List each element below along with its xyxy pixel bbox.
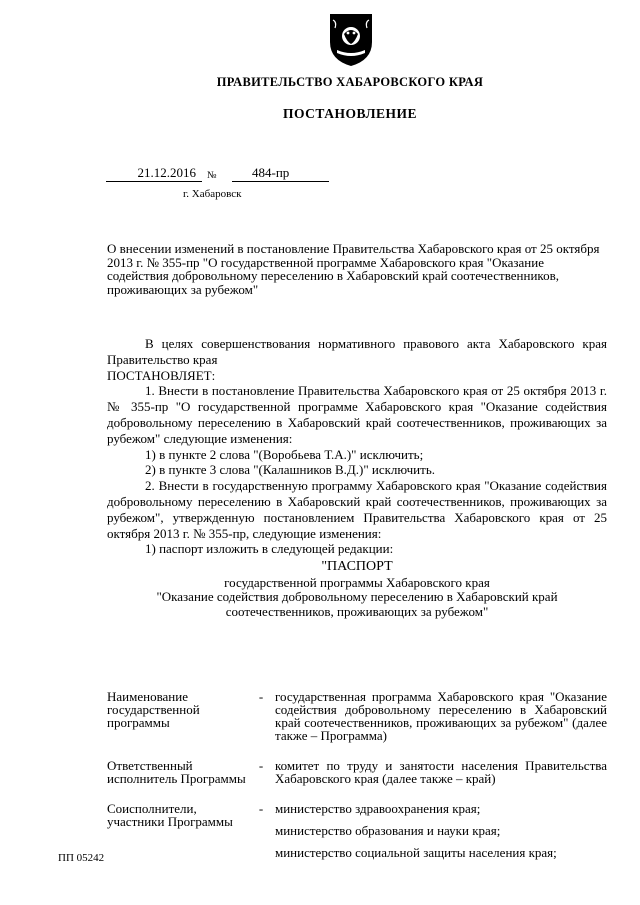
passport-row-name: Наименование государственной программы xyxy=(107,689,200,730)
document-date: 21.12.2016 xyxy=(106,165,202,182)
resolution-word: ПОСТАНОВЛЯЕТ: xyxy=(107,367,216,383)
passport-row-name: Ответственный исполнитель Программы xyxy=(107,758,246,786)
passport-row-dash: - xyxy=(258,801,264,816)
passport-row-dash: - xyxy=(258,758,264,773)
body-paragraph: 1) в пункте 2 слова "(Воробьева Т.А.)" исключить; xyxy=(145,446,424,462)
passport-subtitle: соотечественников, проживающих за рубежом" xyxy=(225,603,489,619)
passport-value-line: министерство социальной защиты населения края; xyxy=(275,845,557,860)
number-sign: № xyxy=(207,170,217,181)
body-paragraph: 2. Внести в государственную программу Хабаровского края "Оказание содействия добровольному переселению в Хабаровский край соотечественников, проживающих за рубежом", утвержденную постановлением Правительства Хабаровского края от 25 октября 2013 г. № 355-пр, следующие изменения: xyxy=(107,478,607,541)
body-paragraph: 1) паспорт изложить в следующей редакции: xyxy=(145,541,394,557)
passport-value-line: министерство здравоохранения края; xyxy=(275,801,481,816)
document-type-title: ПОСТАНОВЛЕНИЕ xyxy=(282,106,418,121)
passport-row-value xyxy=(275,802,607,868)
passport-value-line: государственная программа Хабаровского края "Оказание содействия добровольному переселению в Хабаровский край соотечественников, проживающих за рубежом" (далее также – Программа) xyxy=(275,689,607,743)
passport-row-dash: - xyxy=(258,689,264,704)
document-city: г. Хабаровск xyxy=(183,188,242,200)
body-paragraph: В целях совершенствования нормативного правового акта Хабаровского края Правительство края xyxy=(107,336,607,367)
passport-value-line: министерство образования и науки края; xyxy=(275,823,501,838)
passport-table xyxy=(107,690,607,876)
passport-row-name: Соисполнители, участники Программы xyxy=(107,801,233,829)
body-paragraph: 1. Внести в постановление Правительства Хабаровского края от 25 октября 2013 г. № 355-пр "О государственной программе Хабаровского края "Оказание содействия добровольному переселению в Хабаровский край соотечественников, проживающих за рубежом" следующие изменения: xyxy=(107,383,607,446)
document-body xyxy=(107,336,607,618)
document-subject: О внесении изменений в постановление Правительства Хабаровского края от 25 октября 2013 г. № 355-пр "О государственной программе Хабаровского края "Оказание содействия добровольному переселению в Хабаровский край соотечественников, проживающих за рубежом" xyxy=(107,241,600,297)
passport-title: "ПАСПОРТ xyxy=(321,559,393,575)
coat-of-arms-icon xyxy=(327,12,375,68)
government-title: ПРАВИТЕЛЬСТВО ХАБАРОВСКОГО КРАЯ xyxy=(216,75,484,89)
document-number: 484-пр xyxy=(232,165,329,182)
passport-subtitle: государственной программы Хабаровского края xyxy=(224,574,490,590)
passport-row-value xyxy=(275,690,607,751)
footer-code: ПП 05242 xyxy=(58,852,105,864)
passport-value-line: комитет по труду и занятости населения Правительства Хабаровского края (далее также – край) xyxy=(275,758,607,786)
passport-row-value xyxy=(275,759,607,794)
passport-row xyxy=(107,802,607,868)
passport-row xyxy=(107,759,607,794)
passport-subtitle: "Оказание содействия добровольному переселению в Хабаровский край xyxy=(156,589,558,605)
passport-row xyxy=(107,690,607,751)
body-paragraph: 2) в пункте 3 слова "(Калашников В.Д.)" исключить. xyxy=(145,462,435,478)
